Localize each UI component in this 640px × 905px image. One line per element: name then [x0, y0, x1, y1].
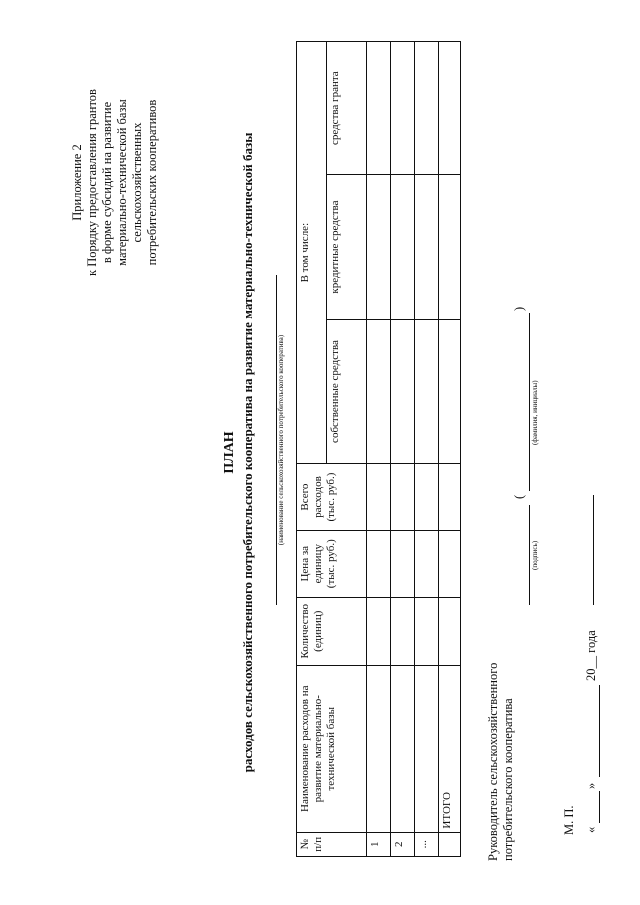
date-quote-open: « — [584, 826, 598, 833]
header-grant-funds: средства гранта — [327, 42, 367, 175]
header-qty: Количество (единиц) — [297, 597, 367, 665]
total-label: ИТОГО — [439, 665, 461, 832]
table-row — [415, 42, 439, 857]
appendix-line: потребительских кооперативов — [145, 99, 159, 266]
expense-plan-table — [296, 41, 461, 857]
appendix-line: Приложение 2 — [70, 144, 84, 221]
appendix-block — [70, 70, 160, 295]
paren-close: ) — [512, 306, 526, 311]
paren-open: ( — [512, 494, 526, 499]
appendix-line: материально-технической базы — [115, 99, 129, 266]
name-caption: (фамилия, инициалы) — [531, 380, 539, 445]
date-quote-close: » — [584, 782, 598, 789]
header-total: Всего расходов (тыс. руб.) — [297, 464, 367, 531]
signature-caption: (подпись) — [531, 540, 539, 570]
header-price: Цена за единицу (тыс. руб.) — [297, 530, 367, 597]
table-row — [367, 42, 391, 857]
plan-subtitle: расходов сельскохозяйственного потребительского кооператива на развитие материально-технической базы — [240, 132, 255, 773]
row-number: ... — [415, 832, 439, 856]
header-own-funds: собственные средства — [327, 319, 367, 463]
cooperative-name-caption: (наименование сельскохозяйственного потребительского кооператива) — [277, 334, 285, 546]
date-month-line — [598, 685, 600, 777]
header-num: № п/п — [297, 832, 367, 856]
row-number: 2 — [391, 832, 415, 856]
appendix-line: в форме субсидий на развитие — [100, 101, 114, 264]
signature-line — [528, 505, 530, 605]
date-day-line — [598, 791, 600, 823]
date-year: 20__ года — [584, 630, 598, 681]
appendix-line: к Порядку предоставления грантов — [85, 89, 99, 276]
signature-title — [486, 663, 516, 861]
header-name: Наименование расходов на развитие материально-технической базы — [297, 665, 367, 832]
signature-title-line: потребительского кооператива — [501, 698, 515, 861]
row-number: 1 — [367, 832, 391, 856]
table-row — [391, 42, 415, 857]
stamp-label: М. П. — [562, 805, 576, 835]
signature-title-line: Руководитель сельскохозяйственного — [486, 662, 500, 861]
header-including: В том числе: — [297, 42, 327, 464]
appendix-line: сельскохозяйственных — [130, 122, 144, 243]
plan-title: ПЛАН — [222, 431, 237, 474]
name-line — [528, 313, 530, 491]
total-row — [439, 42, 461, 857]
extra-line — [592, 495, 594, 605]
header-credit-funds: кредитные средства — [327, 175, 367, 319]
